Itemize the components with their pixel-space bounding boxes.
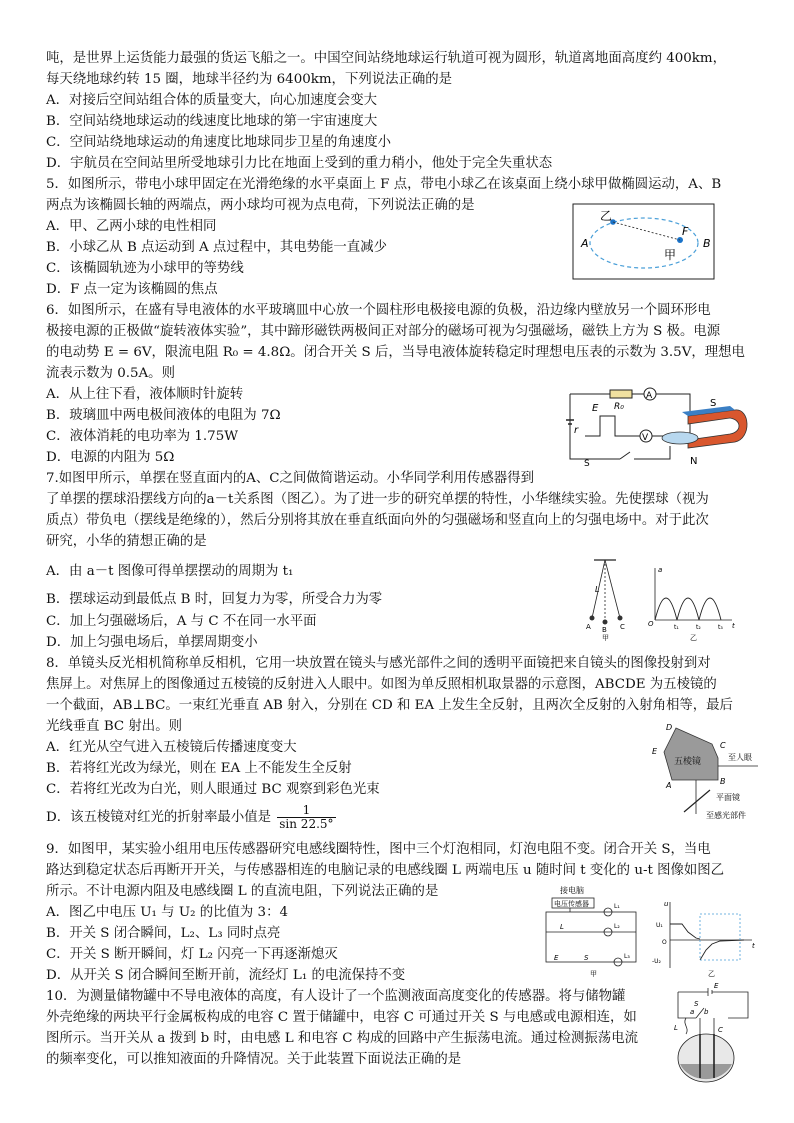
label-yi: 乙 xyxy=(600,209,613,223)
label-l3: L₃ xyxy=(624,953,630,960)
label-jia: 甲 xyxy=(602,634,609,642)
q9-circuit-figure xyxy=(540,884,762,980)
label-d: D xyxy=(666,723,673,732)
label-e: E xyxy=(714,982,719,990)
q10-stem-line1: 10．为测量储物罐中不导电液体的高度，有人设计了一个监测液面高度变化的传感器。将与储物罐 xyxy=(46,989,626,1004)
q10-stem-line4: 的频率变化，可以推知液面的升降情况。关于此装置下面说法正确的是 xyxy=(46,1052,462,1067)
label-sensor: 至感光部件 xyxy=(706,811,746,820)
glass-dish xyxy=(662,432,698,444)
label-t-axis: t xyxy=(752,942,755,950)
q7-option-a: A．由 a－t 图像可得单摆摆动的周期为 t₁ xyxy=(46,564,294,579)
q7-stem-line2: 了单摆的摆球沿摆线方向的a－t关系图（图乙）。为了进一步的研究单摆的特性，小华继续实验。先使摆球（视为 xyxy=(46,492,709,507)
label-mirror: 平面镜 xyxy=(716,793,740,802)
label-s: S xyxy=(584,954,589,962)
label-t-axis: t xyxy=(732,622,735,630)
label-c: C xyxy=(718,1026,723,1034)
q8-stem-line1: 8．单镜头反光相机简称单反相机，它用一块放置在镜头与感光部件之间的透明平面镜把来自镜头的图像投射到对 xyxy=(46,656,711,671)
q7-stem-line4: 研究，小华的猜想正确的是 xyxy=(46,534,207,549)
q7-stem-line1: 7.如图甲所示，单摆在竖直面内的A、C之间做简谐运动。小华同学利用传感器得到 xyxy=(46,471,534,486)
label-a: A xyxy=(581,237,589,250)
horseshoe-magnet xyxy=(688,410,747,448)
q8-option-b: B．若将红光改为绿光，则在 EA 上不能发生全反射 xyxy=(46,761,352,776)
label-a: A xyxy=(586,623,591,631)
label-l: L xyxy=(560,923,564,931)
q6-stem-line1: 6．如图所示，在盛有导电液体的水平玻璃皿中心放一个圆柱形电极接电源的负极，沿边缘内壁放另一个圆环形电 xyxy=(46,303,711,318)
q10-tank-figure xyxy=(668,978,758,1088)
q9-option-a: A．图乙中电压 U₁ 与 U₂ 的比值为 3：4 xyxy=(46,905,288,920)
q8-pentaprism-figure xyxy=(640,722,765,822)
q6-stem-line4: 流表示数为 0.5A。则 xyxy=(46,366,175,381)
q6-option-b: B．玻璃皿中两电极间液体的电阻为 7Ω xyxy=(46,408,281,423)
label-e: E xyxy=(592,403,599,414)
label-yi: 乙 xyxy=(708,970,715,978)
label-ammeter: A xyxy=(646,391,653,401)
label-u2: -U₂ xyxy=(652,958,661,965)
q4-stem-line2: 每天绕地球约转 15 圈，地球半径约为 6400km，下列说法正确的是 xyxy=(46,72,453,87)
label-a: A xyxy=(666,781,672,790)
q6-circuit-figure xyxy=(560,386,755,468)
fraction-numerator: 1 xyxy=(277,804,335,818)
label-voltmeter: V xyxy=(642,433,649,443)
q6-option-c: C．液体消耗的电功率为 1.75W xyxy=(46,429,238,444)
label-e: E xyxy=(652,747,658,756)
label-b: B xyxy=(703,237,711,250)
label-l: L xyxy=(595,585,600,594)
label-t2: t₂ xyxy=(696,624,701,631)
q8-option-c: C．若将红光改为白光，则人眼通过 BC 观察到彩色光束 xyxy=(46,782,380,797)
q4-option-d: D．宇航员在空间站里所受地球引力比在地面上受到的重力稍小，他处于完全失重状态 xyxy=(46,156,553,171)
q8-stem-line3: 一个截面，AB⊥BC。一束红光垂直 AB 射入，分别在 CD 和 EA 上发生全反射，且两次全反射的入射角相等，最后 xyxy=(46,698,733,713)
q9-option-c: C．开关 S 断开瞬间，灯 L₂ 闪亮一下再逐渐熄灭 xyxy=(46,947,338,962)
q4-option-c: C．空间站绕地球运动的角速度比地球同步卫星的角速度小 xyxy=(46,135,392,150)
tank-liquid xyxy=(680,1064,732,1079)
label-o: O xyxy=(662,939,667,946)
label-o: O xyxy=(648,620,654,628)
label-l2: L₂ xyxy=(614,923,620,930)
acceleration-curve xyxy=(655,598,721,620)
label-f: F xyxy=(682,225,689,238)
q9-stem-line3: 所示。不计电源内阻及电感线圈 L 的直流电阻，下列说法正确的是 xyxy=(46,884,439,899)
bob-a xyxy=(590,616,595,621)
label-l1: L₁ xyxy=(614,903,620,910)
label-s-pole: S xyxy=(710,398,717,409)
label-a: a xyxy=(690,1008,695,1016)
label-jia: 甲 xyxy=(590,970,597,978)
label-r0: R₀ xyxy=(614,402,624,412)
label-prism: 五棱镜 xyxy=(674,757,702,767)
label-t3: t₃ xyxy=(718,624,723,631)
pentaprism-shape xyxy=(664,728,718,780)
q4-option-b: B．空间站绕地球运动的线速度比地球的第一宇宙速度大 xyxy=(46,114,378,129)
label-e: E xyxy=(554,954,559,962)
q9-option-b: B．开关 S 闭合瞬间，L₂、L₃ 同时点亮 xyxy=(46,926,281,941)
q5-ellipse-figure xyxy=(572,203,716,281)
q9-stem-line2: 路达到稳定状态后再断开开关，与传感器相连的电脑记录的电感线圈 L 两端电压 u 随时间 t 变化的 u-t 图像如图乙 xyxy=(46,863,725,878)
label-b: B xyxy=(720,777,726,786)
label-a-axis: a xyxy=(658,566,663,574)
q7-option-c: C．加上匀强磁场后，A 与 C 不在同一水平面 xyxy=(46,614,317,629)
label-c: C xyxy=(720,741,726,750)
connecting-line xyxy=(613,222,680,240)
label-n-pole: N xyxy=(690,456,698,467)
label-c: C xyxy=(620,623,625,631)
q5-option-a: A．甲、乙两小球的电性相同 xyxy=(46,219,217,234)
q5-stem-line1: 5．如图所示，带电小球甲固定在光滑绝缘的水平桌面上 F 点，带电小球乙在该桌面上绕小球甲做椭圆运动，A、B xyxy=(46,177,722,192)
label-b: B xyxy=(602,626,607,634)
q7-pendulum-figure xyxy=(580,556,740,642)
label-r: r xyxy=(574,425,579,436)
label-to-eye: 至人眼 xyxy=(728,753,752,762)
u-t-curve-rise xyxy=(670,924,700,939)
q4-option-a: A．对接后空间站组合体的质量变大，向心加速度会变大 xyxy=(46,93,378,108)
q7-option-d: D．加上匀强电场后，单摆周期变小 xyxy=(46,635,258,650)
label-t1: t₁ xyxy=(674,624,679,631)
q9-option-d: D．从开关 S 闭合瞬间至断开前，流经灯 L₁ 的电流保持不变 xyxy=(46,968,406,983)
q9-stem-line1: 9．如图甲，某实验小组用电压传感器研究电感线圈特性，图中三个灯泡相同，灯泡电阻不变。闭合开关 S，当电 xyxy=(46,842,711,857)
q5-option-d: D．F 点一定为该椭圆的焦点 xyxy=(46,282,218,297)
label-u-axis: u xyxy=(664,900,669,908)
bob-c xyxy=(618,616,623,621)
label-jia: 甲 xyxy=(664,248,677,262)
q5-stem-line2: 两点为该椭圆长轴的两端点，两小球均可视为点电荷，下列说法正确的是 xyxy=(46,198,475,213)
label-switch: S xyxy=(584,459,590,468)
q6-stem-line2: 极接电源的正极做“旋转液体实验”，其中蹄形磁铁两极间正对部分的磁场可视为匀强磁场，磁铁上方为 S 极。电源 xyxy=(46,324,721,339)
u-t-curve-decay xyxy=(700,940,744,960)
q8-stem-line2: 焦屏上。对焦屏上的图像通过五棱镜的反射进入人眼中。如图为单反照相机取景器的示意图，ABCDE 为五棱镜的 xyxy=(46,677,717,692)
q4-stem-line1: 吨，是世界上运货能力最强的货运飞船之一。中国空间站绕地球运行轨道可视为圆形，轨道离地面高度约 400km， xyxy=(46,51,726,66)
plane-mirror xyxy=(684,790,710,812)
q10-stem-line3: 图所示。当开关从 a 拨到 b 时，由电感 L 和电容 C 构成的回路中产生振荡电流。通过检测振荡电流 xyxy=(46,1031,638,1046)
label-sensor: 电压传感器 xyxy=(554,900,589,908)
q10-stem-line2: 外壳绝缘的两块平行金属板构成的电容 C 置于储罐中，电容 C 可通过开关 S 与电感或电源相连，如 xyxy=(46,1010,637,1025)
q8-option-d-text: D．该五棱镜对红光的折射率最小值是 xyxy=(46,810,271,825)
q6-option-a: A．从上往下看，液体顺时针旋转 xyxy=(46,387,244,402)
label-b: b xyxy=(704,1008,709,1016)
bob-b xyxy=(603,620,608,625)
q6-stem-line3: 的电动势 E = 6V，限流电阻 R₀ = 4.8Ω。闭合开关 S 后，当导电液体旋转稳定时理想电压表的示数为 3.5V，理想电 xyxy=(46,345,745,360)
q6-option-d: D．电源的内阻为 5Ω xyxy=(46,450,175,465)
label-s: S xyxy=(694,1000,699,1008)
q5-option-c: C．该椭圆轨迹为小球甲的等势线 xyxy=(46,261,244,276)
q5-option-b: B．小球乙从 B 点运动到 A 点过程中，其电势能一直减少 xyxy=(46,240,387,255)
q7-option-b: B．摆球运动到最低点 B 时，回复力为零，所受合力为零 xyxy=(46,592,383,607)
q8-stem-line4: 光线垂直 BC 射出。则 xyxy=(46,719,182,734)
label-u1: U₁ xyxy=(656,922,663,929)
label-l: L xyxy=(674,1024,678,1032)
q8-option-d xyxy=(46,804,336,831)
q8-fraction xyxy=(277,804,335,831)
label-pc: 接电脑 xyxy=(560,886,584,895)
q8-option-a: A．红光从空气进入五棱镜后传播速度变大 xyxy=(46,740,297,755)
label-yi: 乙 xyxy=(690,634,697,642)
q7-stem-line3: 质点）带负电（摆线是绝缘的），然后分别将其放在垂直纸面向外的匀强磁场和竖直向上的匀强电场中。对于此次 xyxy=(46,513,709,528)
fraction-denominator: sin 22.5° xyxy=(279,817,334,831)
